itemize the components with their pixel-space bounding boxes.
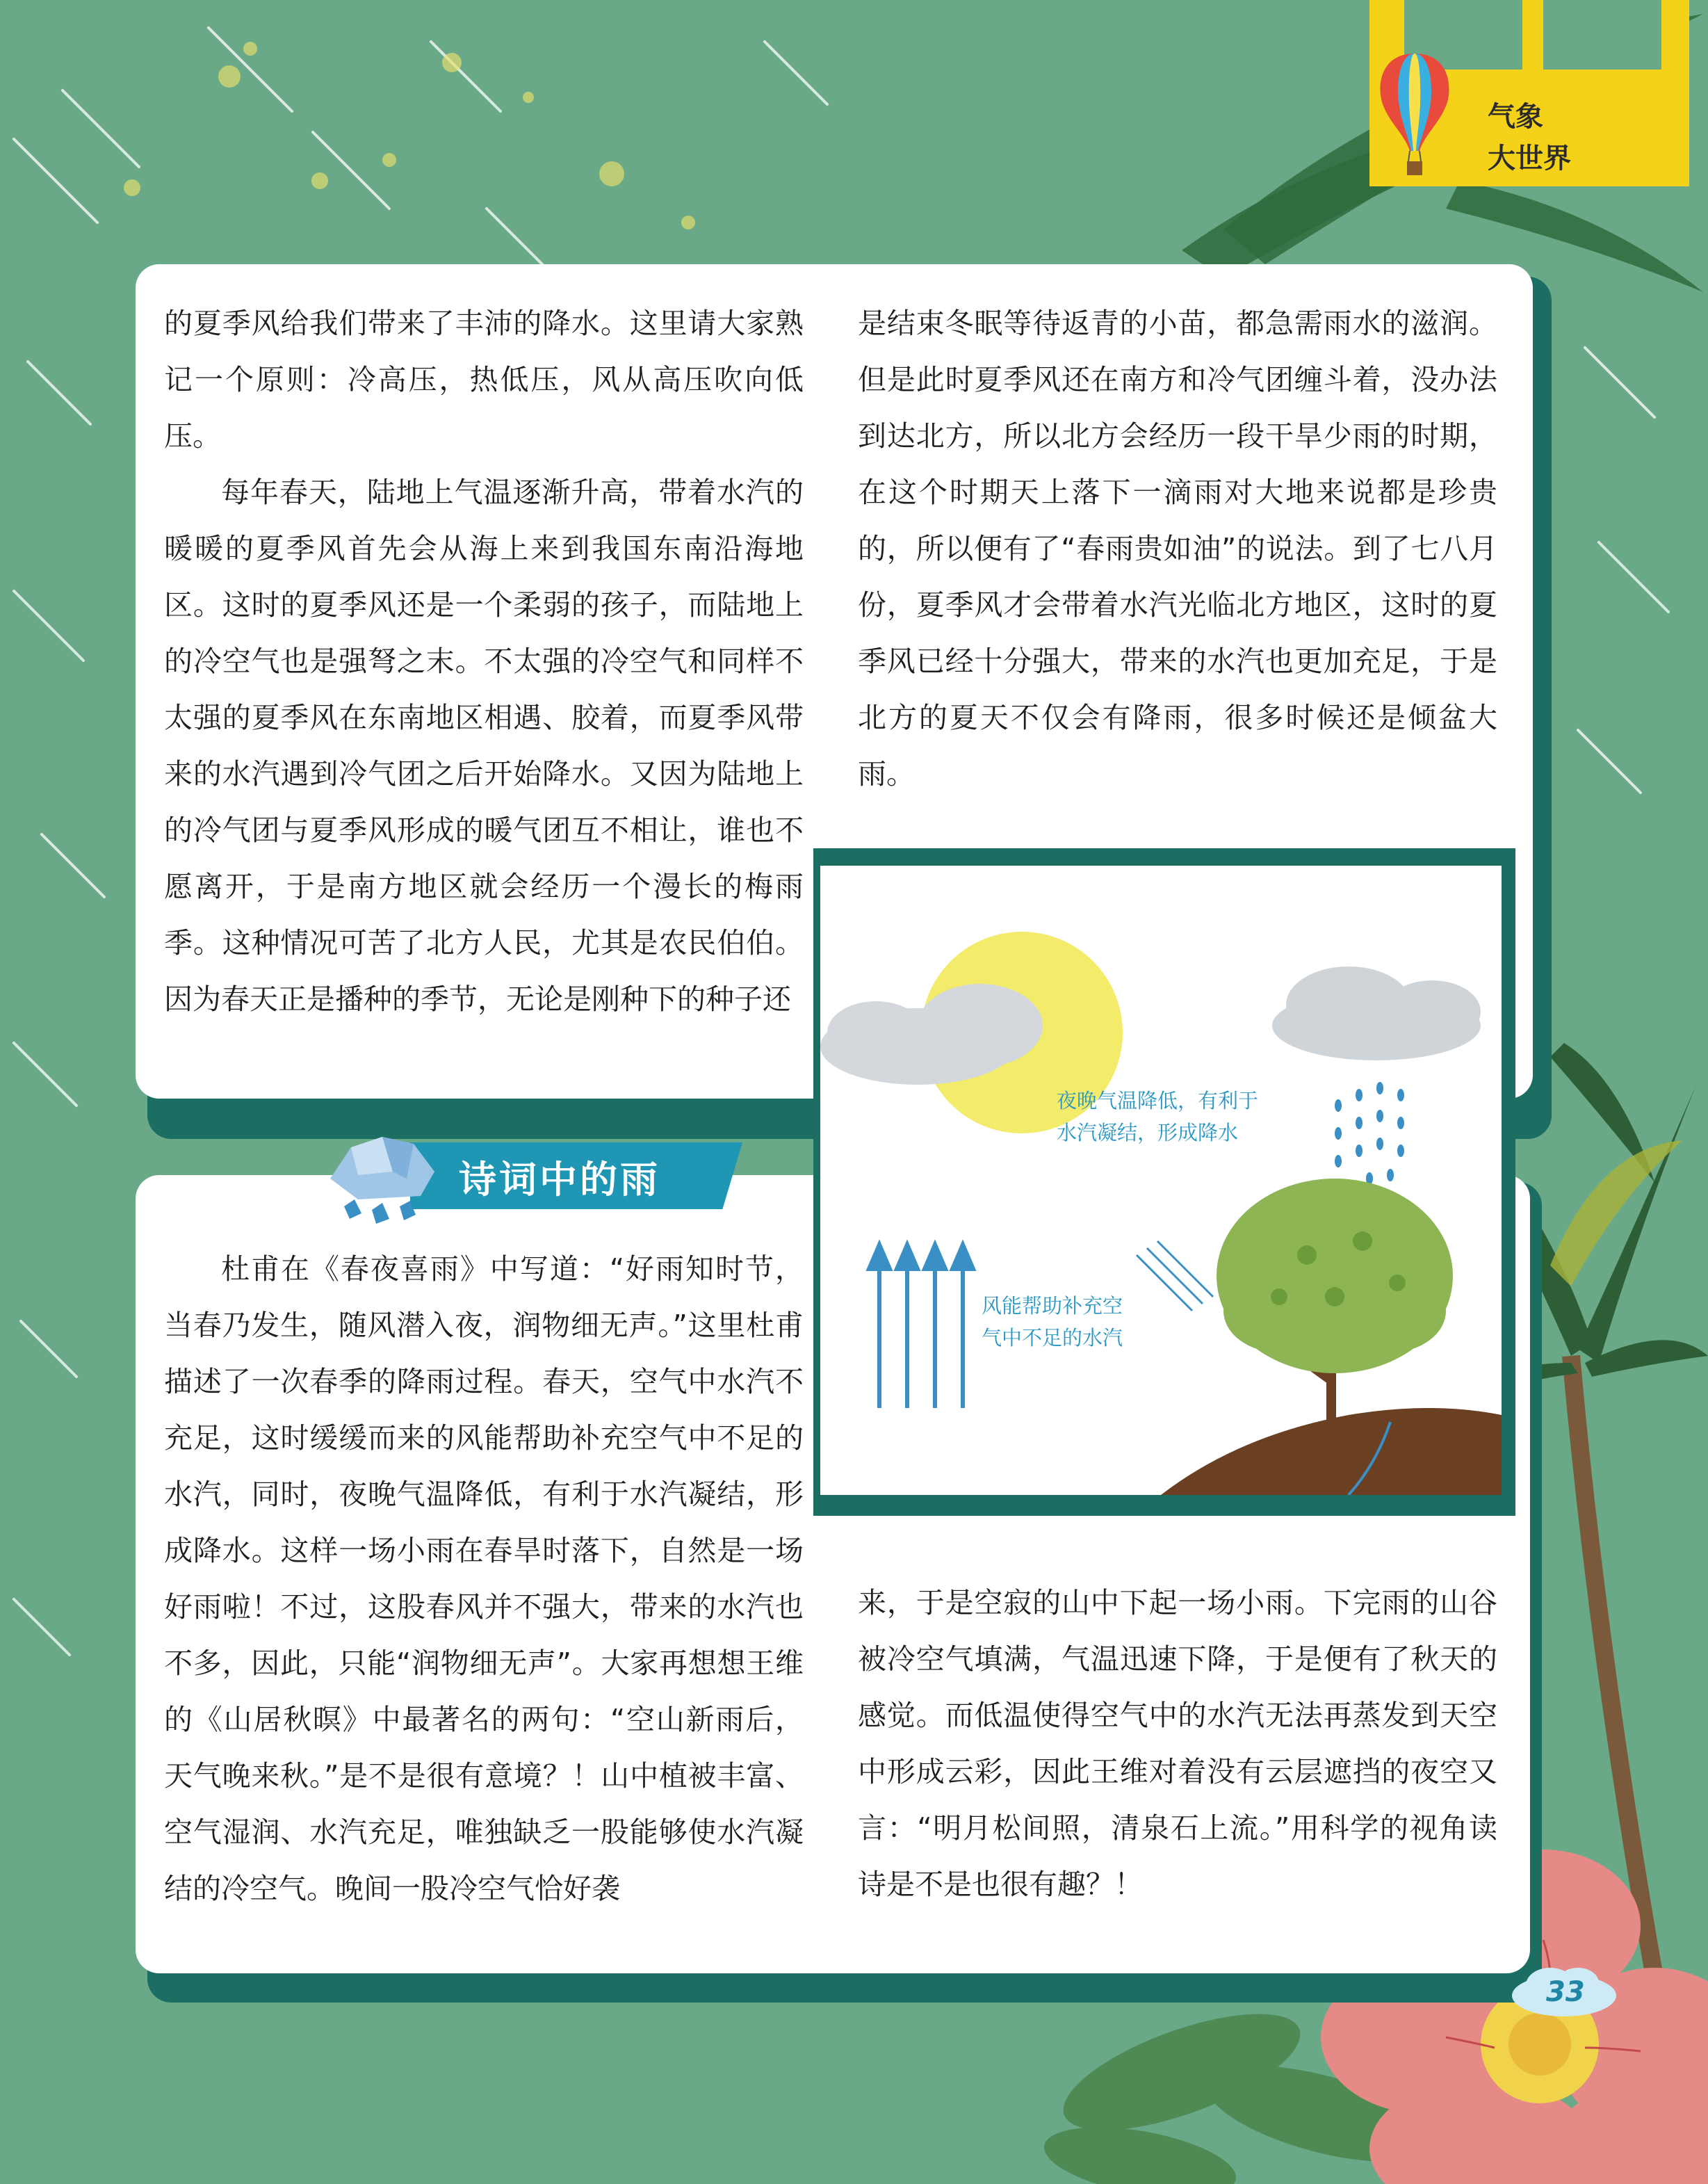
article-left-top — [164, 296, 804, 1028]
diagram-label-wind-2: 气中不足的水汽 — [982, 1326, 1123, 1350]
tag-line-2: 大世界 — [1488, 143, 1571, 175]
article-right-bottom — [858, 1575, 1497, 1913]
paragraph: 每年春天，陆地上气温逐渐升高，带着水汽的暖暖的夏季风首先会从海上来到我国东南沿海地区。这时的夏季风还是一个柔弱的孩子，而陆地上的冷空气也是强弩之末。不太强的冷空气和同样不太强的夏季风在东南地区相遇、胶着，而夏季风带来的水汽遇到冷气团之后开始降水。又因为陆地上的冷气团与夏季风形成的暖气团互不相让，谁也不愿离开，于是南方地区就会经历一个漫长的梅雨季。这种情况可苦了北方人民，尤其是农民伯伯。因为春天正是播种的季节，无论是刚种下的种子还 — [164, 476, 804, 1016]
rain-diagram — [820, 866, 1502, 1495]
paragraph: 是结束冬眠等待返青的小苗，都急需雨水的滋润。但是此时夏季风还在南方和冷气团缠斗着，没办法到达北方，所以北方会经历一段干旱少雨的时期，在这个时期天上落下一滴雨对大地来说都是珍贵的，所以便有了“春雨贵如油”的说法。到了七八月份，夏季风才会带着水汽光临北方地区，这时的夏季风已经十分强大，带来的水汽也更加充足，于是北方的夏天不仅会有降雨，很多时候还是倾盆大雨。 — [858, 307, 1497, 791]
tag-line-1: 气象 — [1488, 101, 1543, 133]
cloud-right-icon — [1272, 966, 1481, 1060]
paragraph: 来，于是空寂的山中下起一场小雨。下完雨的山谷被冷空气填满，气温迅速下降，于是便有了秋天的感觉。而低温使得空气中的水汽无法再蒸发到天空中形成云彩，因此王维对着没有云层遮挡的夜空又言：“明月松间照，清泉石上流。”用科学的视角读诗是不是也很有趣？！ — [858, 1586, 1497, 1901]
paragraph: 杜甫在《春夜喜雨》中写道：“好雨知时节，当春乃发生，随风潜入夜，润物细无声。”这里杜甫描述了一次春季的降雨过程。春天，空气中水汽不充足，这时缓缓而来的风能帮助补充空气中不足的水汽，同时，夜晚气温降低，有利于水汽凝结，形成降水。这样一场小雨在春旱时落下，自然是一场好雨啦！不过，这股春风并不强大，带来的水汽也不多，因此，只能“润物细无声”。大家再想想王维的《山居秋暝》中最著名的两句：“空山新雨后，天气晚来秋。”是不是很有意境？！山中植被丰富、空气湿润、水汽充足，唯独缺乏一股能够使水汽凝结的冷空气。晚间一股冷空气恰好袭 — [164, 1252, 804, 1905]
diagram-label-night-1: 夜晚气温降低，有利于 — [1057, 1089, 1259, 1113]
wind-arrows — [1137, 1241, 1213, 1311]
article-right-top — [858, 296, 1497, 802]
page-number: 33 — [1546, 1976, 1585, 2008]
hot-air-balloon-icon — [1376, 50, 1453, 189]
tree-icon — [1217, 1179, 1453, 1373]
paragraph: 的夏季风给我们带来了丰沛的降水。这里请大家熟记一个原则：冷高压，热低压，风从高压吹向低压。 — [164, 307, 804, 453]
diagram-label-night-2: 水汽凝结，形成降水 — [1057, 1121, 1239, 1144]
section-title: 诗词中的雨 — [459, 1158, 660, 1202]
column-tag — [1369, 0, 1689, 186]
raindrops-icon — [1335, 1082, 1404, 1192]
rising-vapor-arrows — [869, 1245, 973, 1408]
diagram-label-wind-1: 风能帮助补充空 — [982, 1294, 1123, 1318]
diagram-panel — [820, 866, 1502, 1495]
article-left-bottom — [164, 1241, 804, 1917]
rain-cloud-icon — [316, 1123, 455, 1234]
